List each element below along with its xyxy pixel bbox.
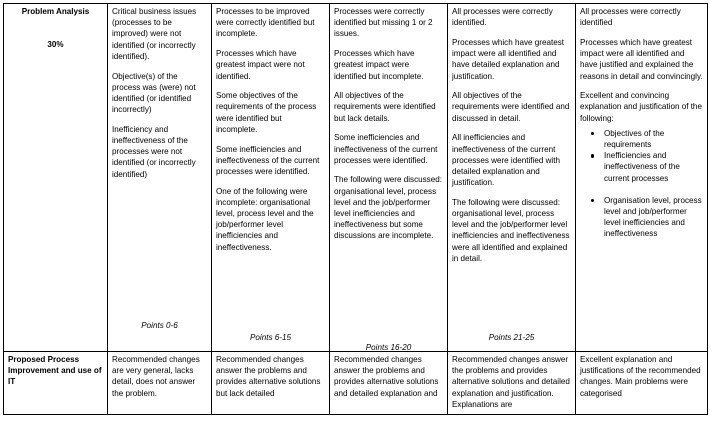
level-text: The following were discussed: organisational level, process level and the job/performer level inefficiencies and ineffectiveness but some discussions are incomplete. [334,175,442,241]
level-text: All objectives of the requirements were identified but lack details. [334,91,436,123]
level-text: Recommended changes answer the problems and provides alternative solutions and detailed explanation and [334,355,439,398]
list-item: Inefficiencies and ineffectiveness of the current processes [604,150,703,184]
level-cell-5 [576,352,708,415]
criterion-cell [4,352,108,415]
level-cell-2 [212,352,330,415]
list-item: Organisation level, process level and job/performer level inefficiencies and ineffectiveness [604,195,702,239]
criterion-weight: 30% [47,40,64,50]
level-text: All objectives of the requirements were identified and discussed in detail. [452,91,570,123]
level-text: All processes were correctly identified. [452,7,553,28]
level-cell-3 [330,4,448,352]
level-text: Inefficiency and ineffectiveness of the processes were not identified (or incorrectly identified) [112,124,196,179]
level-text: Excellent and convincing explanation and justification of the following: [580,91,702,123]
level-text: Some objectives of the requirements of the process were identified but incomplete. [216,91,317,134]
level-text: Recommended changes answer the problems and provides alternative solutions but lack detailed [216,355,321,398]
level-cell-3 [330,352,448,415]
level-text: Some inefficiencies and ineffectiveness of the current processes were identified. [334,133,438,165]
level-cell-1 [108,352,212,415]
level-text: Processes which have greatest impact were all identified and have justified and explained the reasons in detail and convincingly. [580,37,703,81]
level-cell-4 [448,352,576,415]
level-text: Some inefficiencies and ineffectiveness of the current processes were identified. [216,144,320,176]
level-text: One of the following were incomplete: organisational level, process level and the job/performer level inefficiencies and ineffectiveness. [216,186,314,252]
level-text: Processes were correctly identified but missing 1 or 2 issues. [334,7,433,39]
points-label: Points 6-15 [250,333,291,342]
points-label: Points 21-25 [488,333,535,342]
level-text: Processes which have greatest impact were not identified. [216,49,305,81]
level-text: The following were discussed: organisational level, process level and the job/performer level inefficiencies and ineffectiveness were all identified and explained in detail. [452,197,570,263]
criterion-cell [4,4,108,352]
level-text: Processes which have greatest impact were all identified and have detailed explanation and justification. [452,37,565,81]
level-text: Critical business issues (processes to be improved) were not identified (or incorrectly identified). [112,7,197,61]
level-text: Objective(s) of the process was (were) not identified (or identified incorrectly) [112,71,196,115]
level-cell-4 [448,4,576,352]
level-cell-1 [108,4,212,352]
list-item: Objectives of the requirements [604,128,703,150]
rubric-table [3,3,708,415]
criterion-title: Problem Analysis [21,7,90,16]
level-text: Recommended changes answer the problems and provides alternative solutions and detailed explanation and justification. Explanations are [452,355,570,409]
level-text: Recommended changes are very general, lacks detail, does not answer the problem. [112,355,200,398]
bullet-list [580,128,703,240]
points-label: Points 16-20 [365,343,412,352]
criterion-title: Proposed Process Improvement and use of IT [8,355,102,387]
level-text: All processes were correctly identified [580,7,681,28]
level-cell-2 [212,4,330,352]
level-text: All inefficiencies and ineffectiveness of the current processes were identified with detailed explanation and justification. [452,133,560,188]
level-text: Excellent explanation and justifications of the recommended changes. Main problems were categorised [580,355,701,398]
table-row [4,4,708,352]
level-text: Processes to be improved were correctly identified but incomplete. [216,7,315,39]
level-text: Processes which have greatest impact were identified but incomplete. [334,49,424,81]
level-cell-5 [576,4,708,352]
points-label: Points 0-6 [141,321,178,330]
table-row [4,352,708,415]
